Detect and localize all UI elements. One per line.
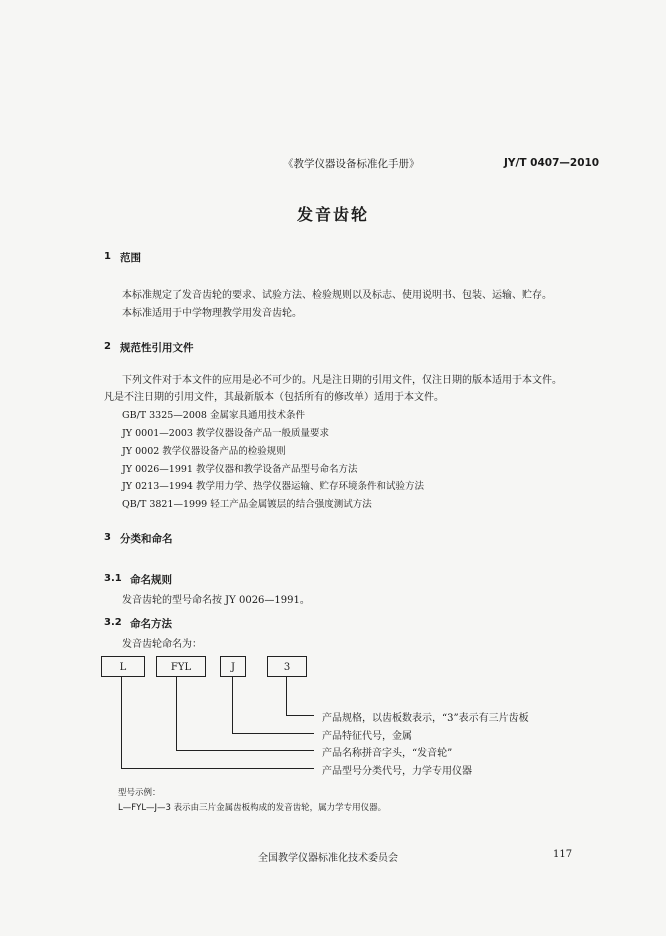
connector-line (286, 715, 314, 716)
section-1-para-2: 本标准适用于中学物理教学用发音齿轮。 (122, 308, 302, 319)
reference-item: JY 0213—1994 教学用力学、热学仪器运输、贮存环境条件和试验方法 (122, 481, 424, 492)
section-2-intro-2: 凡是不注日期的引用文件，其最新版本（包括所有的修改单）适用于本文件。 (104, 392, 444, 403)
code-box-class: L (101, 656, 145, 677)
connector-line (232, 677, 233, 734)
section-3-1-number: 3.1 (104, 573, 122, 584)
section-1-number: 1 (104, 251, 111, 262)
section-3-2-intro: 发音齿轮命名为： (122, 639, 202, 650)
page-number: 117 (553, 849, 573, 860)
section-3-2-number: 3.2 (104, 617, 122, 628)
code-box-name: FYL (156, 656, 206, 677)
example-text: L—FYL—J—3 表示由三片金属齿板构成的发音齿轮，属力学专用仪器。 (118, 803, 387, 813)
reference-item: JY 0026—1991 教学仪器和教学设备产品型号命名方法 (122, 464, 358, 475)
section-2-number: 2 (104, 341, 111, 352)
reference-item: JY 0002 教学仪器设备产品的检验规则 (122, 446, 286, 457)
diagram-description: 产品规格，以齿板数表示，“3”表示有三片齿板 (322, 713, 529, 724)
connector-line (121, 677, 122, 769)
standard-code: JY/T 0407—2010 (504, 157, 600, 169)
reference-item: QB/T 3821—1999 轻工产品金属镀层的结合强度测试方法 (122, 499, 372, 510)
code-box-spec: 3 (267, 656, 307, 677)
diagram-description: 产品特征代号，金属 (322, 731, 412, 742)
section-3-1-text: 发音齿轮的型号命名按 JY 0026—1991。 (122, 595, 310, 606)
code-box-feature: J (220, 656, 246, 677)
footer-committee: 全国教学仪器标准化技术委员会 (258, 853, 398, 864)
connector-line (232, 733, 314, 734)
connector-line (176, 677, 177, 751)
diagram-description: 产品型号分类代号，力学专用仪器 (322, 766, 472, 777)
section-2-title: 规范性引用文件 (120, 342, 194, 354)
example-label: 型号示例： (118, 788, 161, 798)
reference-item: GB/T 3325—2008 金属家具通用技术条件 (122, 410, 306, 421)
reference-item: JY 0001—2003 教学仪器设备产品一般质量要求 (122, 428, 329, 439)
section-3-2-title: 命名方法 (130, 618, 172, 630)
section-3-number: 3 (104, 532, 111, 543)
section-2-intro-1: 下列文件对于本文件的应用是必不可少的。凡是注日期的引用文件，仅注日期的版本适用于本文件。 (122, 375, 562, 386)
document-title: 发音齿轮 (296, 205, 369, 224)
connector-line (121, 768, 314, 769)
section-1-para-1: 本标准规定了发音齿轮的要求、试验方法、检验规则以及标志、使用说明书、包装、运输、贮存。 (122, 290, 552, 301)
section-3-1-title: 命名规则 (130, 574, 172, 586)
connector-line (176, 750, 314, 751)
section-1-title: 范围 (120, 252, 141, 264)
diagram-description: 产品名称拼音字头，“发音轮” (322, 748, 453, 759)
section-3-title: 分类和命名 (120, 533, 173, 545)
book-title: 《教学仪器设备标准化手册》 (283, 158, 420, 170)
connector-line (286, 677, 287, 716)
